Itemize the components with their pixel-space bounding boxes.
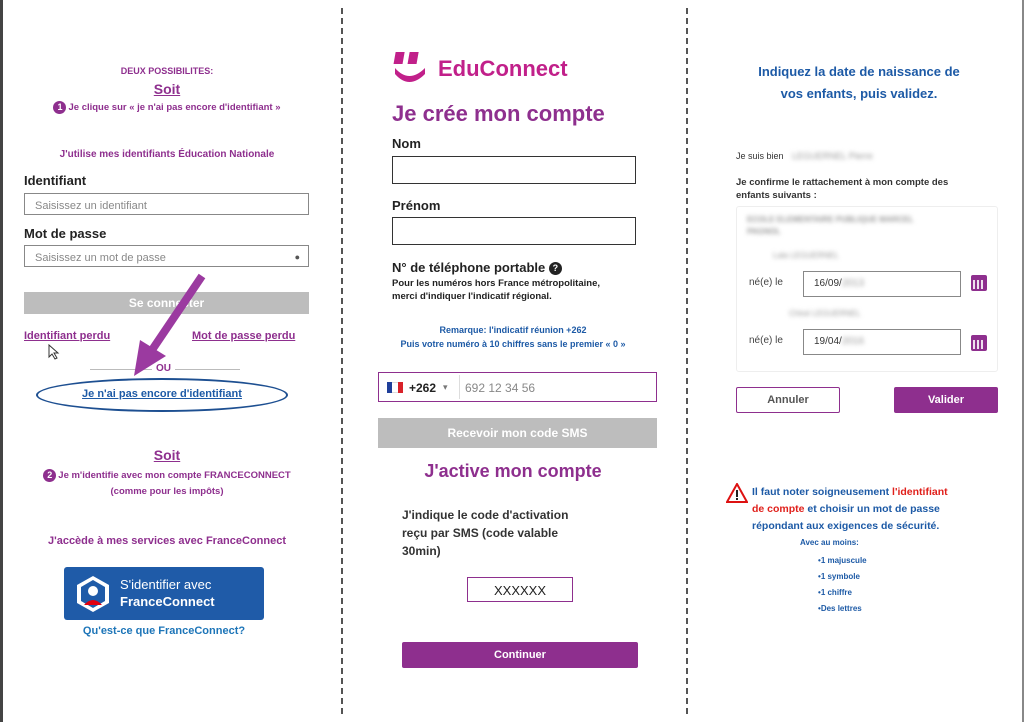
warning-icon — [726, 483, 748, 503]
login-heading: J'utilise mes identifiants Éducation Nationale — [59, 149, 275, 160]
warning-part1: Il faut noter soigneusement — [752, 486, 893, 498]
school-name-line2: PAGNOL — [747, 227, 781, 236]
no-id-link[interactable]: Je n'ai pas encore d'identifiant — [82, 388, 242, 400]
activate-account-title: J'active mon compte — [424, 461, 602, 481]
confirm-line2: enfants suivants : — [736, 190, 817, 201]
child-2-date: 19/04/ — [814, 336, 842, 347]
column-divider-2 — [686, 8, 688, 714]
birthdate-instructions-line1: Indiquez la date de naissance de — [758, 64, 960, 79]
phone-input[interactable] — [378, 372, 657, 402]
franceconnect-heading: J'accède à mes services avec FranceConnect — [47, 535, 287, 547]
phone-separator — [459, 375, 460, 399]
identifiant-input[interactable]: Saisissez un identifiant — [24, 193, 309, 215]
phone-note-line1: Pour les numéros hors France métropolitaine, — [392, 278, 600, 289]
activation-instructions — [402, 506, 568, 560]
activation-line2: reçu par SMS (code valable — [402, 526, 559, 540]
birthdate-instructions-line2: vos enfants, puis validez. — [780, 86, 938, 101]
cursor-icon — [48, 344, 62, 360]
child-1-date: 16/09/ — [814, 278, 842, 289]
requirement-item: •1 majuscule — [818, 556, 867, 565]
create-account-title: Je crée mon compte — [392, 101, 605, 126]
soit-heading-2: Soit — [153, 447, 181, 463]
phone-prefix[interactable]: +262 — [409, 381, 437, 395]
child-1-name: Lala LEGUERNEL — [773, 251, 839, 260]
je-suis-bien-text: Je suis bien — [736, 151, 784, 161]
activation-line1: J'indique le code d'activation — [402, 508, 569, 522]
child-1-date-input[interactable] — [803, 271, 961, 297]
calendar-icon[interactable] — [971, 335, 987, 351]
identifiant-label: Identifiant — [24, 173, 87, 188]
help-icon[interactable]: ? — [549, 262, 562, 275]
requirement-item: •1 symbole — [818, 572, 860, 581]
step-2-badge: 2 — [43, 469, 56, 482]
chevron-down-icon[interactable]: ▾ — [443, 382, 448, 392]
child-2-date-year-blurred: 2016 — [841, 336, 865, 347]
prenom-label: Prénom — [392, 198, 441, 213]
forgot-password-link[interactable]: Mot de passe perdu — [192, 330, 296, 342]
child-2-born-label: né(e) le — [749, 335, 783, 346]
user-name-blurred: LEGUERNEL Pierre — [792, 151, 873, 161]
or-text: OU — [152, 363, 175, 374]
arrow-icon — [120, 268, 215, 378]
step-1-label: Je clique sur « je n'ai pas encore d'identifiant » — [68, 102, 281, 114]
soit-heading-1: Soit — [153, 81, 181, 97]
step-2-text — [22, 469, 312, 482]
warning-red-1: l'identifiant — [892, 486, 948, 498]
requirement-letters: Des lettres — [820, 604, 862, 613]
warning-part2: et choisir un mot de passe — [804, 503, 940, 515]
page-border-left — [0, 0, 3, 722]
remark-line1: Remarque: l'indicatif réunion +262 — [439, 325, 587, 335]
step-2-label: Je m'identifie avec mon compte FRANCECONNECT — [58, 470, 291, 482]
school-name-line1: ECOLE ELEMENTAIRE PUBLIQUE MARCEL — [747, 215, 914, 224]
requirements-list — [818, 553, 867, 617]
requirement-item: •1 chiffre — [818, 588, 852, 597]
phone-label-text: N° de téléphone portable — [392, 260, 546, 275]
remark-line2: Puis votre numéro à 10 chiffres sans le premier « 0 » — [400, 339, 626, 349]
child-2-date-input[interactable] — [803, 329, 961, 355]
intro-text: DEUX POSSIBILITES: — [120, 66, 214, 76]
child-2-name: Chloé LEGUERNEL — [789, 309, 861, 318]
connect-button[interactable]: Se connecter — [24, 292, 309, 314]
child-1-born-label: né(e) le — [749, 277, 783, 288]
forgot-identifiant-link[interactable]: Identifiant perdu — [24, 330, 111, 342]
birthdate-instructions — [712, 61, 1006, 105]
franceconnect-info-link[interactable]: Qu'est-ce que FranceConnect? — [82, 625, 246, 637]
warning-red-2: de compte — [752, 503, 805, 515]
requirement-item: •Des lettres — [818, 604, 862, 613]
activation-code-input[interactable]: XXXXXX — [467, 577, 573, 602]
step-1-text — [22, 101, 312, 114]
identity-line — [736, 151, 873, 161]
calendar-icon[interactable] — [971, 275, 987, 291]
continue-button[interactable]: Continuer — [402, 642, 638, 668]
franceconnect-logo-icon — [76, 575, 110, 613]
eye-icon[interactable]: ● — [294, 252, 300, 262]
password-input[interactable] — [24, 245, 309, 267]
franceconnect-button[interactable] — [64, 567, 264, 620]
warning-text — [752, 484, 992, 535]
franceconnect-button-line2: FranceConnect — [120, 594, 215, 609]
prenom-input[interactable] — [392, 217, 636, 245]
children-card — [736, 206, 998, 372]
educonnect-brand: EduConnect — [438, 56, 568, 81]
phone-note-line2: merci d'indiquer l'indicatif régional. — [392, 291, 552, 302]
phone-placeholder: 692 12 34 56 — [465, 381, 536, 395]
step-2-note: (comme pour les impôts) — [110, 486, 224, 497]
requirement-symbol: 1 symbole — [820, 572, 860, 581]
france-flag-icon — [387, 382, 403, 393]
nom-input[interactable] — [392, 156, 636, 184]
requirement-digit: 1 chiffre — [820, 588, 852, 597]
educonnect-logo-icon — [392, 50, 428, 82]
phone-label — [392, 260, 562, 275]
nom-label: Nom — [392, 136, 421, 151]
franceconnect-button-line1: S'identifier avec — [120, 577, 212, 592]
password-label: Mot de passe — [24, 226, 107, 241]
requirement-uppercase: 1 majuscule — [820, 556, 867, 565]
cancel-button[interactable]: Annuler — [736, 387, 840, 413]
confirm-line1: Je confirme le rattachement à mon compte des — [736, 177, 949, 188]
requirements-heading: Avec au moins: — [800, 538, 859, 547]
warning-line3: répondant aux exigences de sécurité. — [752, 520, 940, 532]
validate-button[interactable]: Valider — [894, 387, 998, 413]
sms-button[interactable]: Recevoir mon code SMS — [378, 418, 657, 448]
child-1-date-year-blurred: 2013 — [841, 278, 865, 289]
confirm-text — [736, 176, 948, 202]
activation-line3: 30min) — [402, 544, 441, 558]
password-placeholder: Saisissez un mot de passe — [35, 252, 166, 264]
column-divider-1 — [341, 8, 343, 714]
step-1-badge: 1 — [53, 101, 66, 114]
